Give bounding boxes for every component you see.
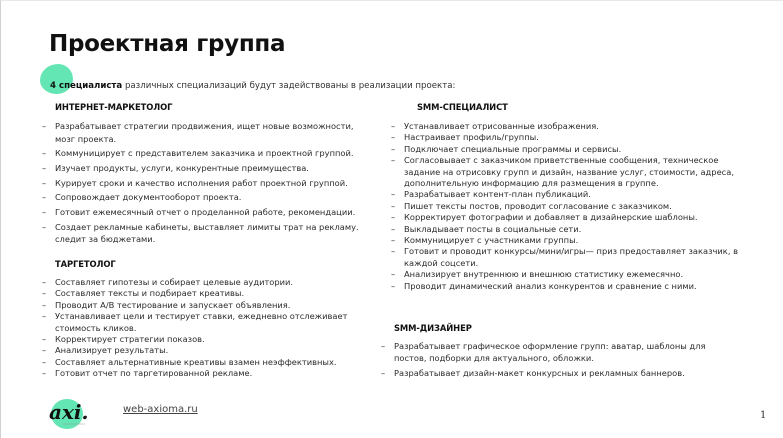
list-item-text: Готовит и проводит конкурсы/мини/игры— приз предоставляет заказчик, в каждой соцсети. (404, 246, 738, 268)
list-item-text: Анализирует внутреннюю и внешнюю статистику ежемесячно. (404, 269, 684, 280)
list-item (42, 221, 367, 246)
bullet-dash: – (42, 299, 47, 310)
list-item (42, 147, 367, 160)
bullet-dash: – (42, 356, 47, 367)
intro-bold: 4 специалиста (50, 81, 123, 91)
list-item (381, 340, 721, 365)
list-item (42, 288, 362, 299)
bullet-dash: – (42, 148, 47, 159)
bullet-dash: – (42, 277, 47, 287)
list-item (391, 235, 751, 246)
list-item (42, 345, 362, 356)
list-item-text: Выкладывает посты в социальные сети. (404, 223, 582, 234)
list-item-text: Устанавливает цели и тестирует ставки, ежедневно отслеживает стоимость кликов. (55, 311, 348, 333)
bullet-dash: – (391, 212, 396, 223)
bullet-dash: – (391, 143, 396, 154)
section-title-smm-designer: SMM-ДИЗАЙНЕР (394, 323, 472, 333)
bullet-dash: – (391, 121, 396, 131)
list-item-text: Коммуницирует с участниками группы. (404, 235, 579, 246)
page-title: Проектная группа (49, 31, 286, 57)
axioma-logo-icon (47, 394, 99, 430)
list-item-text: Составляет гипотезы и собирает целевые аудитории. (55, 277, 294, 287)
list-item-text: Разрабатывает стратегии продвижения, ищет новые возможности, мозг проекта. (55, 121, 354, 144)
section-title-internet-marketer: ИНТЕРНЕТ-МАРКЕТОЛОГ (55, 102, 173, 112)
intro-rest: различных специализаций будут задействованы в реализации проекта: (122, 81, 456, 91)
bullet-dash: – (42, 121, 47, 131)
list-item-text: Разрабатывает контент-план публикаций. (404, 189, 591, 200)
list-item (391, 155, 751, 189)
list-item (42, 277, 362, 288)
list-item (391, 144, 751, 155)
list-item (391, 224, 751, 235)
bullet-dash: – (391, 235, 396, 246)
bullet-dash: – (42, 192, 47, 203)
list-item-text: Составляет альтернативные креативы взамен неэффективных. (55, 356, 337, 367)
smm-specialist-list (391, 121, 751, 292)
list-item (42, 191, 367, 204)
targetologist-list (42, 277, 362, 380)
list-item-text: Настраивает профиль/группы. (404, 132, 539, 143)
list-item (42, 368, 362, 379)
internet-marketer-list (42, 120, 367, 248)
bullet-dash: – (391, 200, 396, 211)
bullet-dash: – (391, 280, 396, 291)
section-title-smm-specialist: SMM-СПЕЦИАЛИСТ (417, 102, 508, 112)
list-item-text: Готовит отчет по таргетированной рекламе. (55, 368, 253, 379)
list-item-text: Составляет тексты и подбирает креативы. (55, 288, 245, 299)
list-item (391, 246, 751, 269)
list-item (42, 300, 362, 311)
list-item-text: Курирует сроки и качество исполнения работ проектной группой. (55, 177, 348, 188)
list-item-text: Готовит ежемесячный отчет о проделанной работе, рекомендации. (55, 207, 356, 218)
bullet-dash: – (42, 311, 47, 322)
list-item-text: Корректирует фотографии и добавляет в дизайнерские шаблоны. (404, 212, 698, 223)
section-title-targetologist: ТАРГЕТОЛОГ (55, 259, 116, 269)
bullet-dash: – (42, 288, 47, 299)
list-item (42, 120, 367, 145)
list-item-text: Анализирует результаты. (55, 345, 169, 356)
bullet-dash: – (391, 223, 396, 234)
bullet-dash: – (391, 246, 396, 257)
list-item-text: Создает рекламные кабинеты, выставляет лимиты трат на рекламу. следит за бюджетами. (55, 221, 359, 245)
bullet-dash: – (391, 155, 396, 166)
bullet-dash: – (42, 334, 47, 345)
list-item (381, 367, 721, 379)
list-item-text: Устанавливает отрисованные изображения. (404, 121, 599, 131)
bullet-dash: – (381, 368, 386, 379)
list-item (42, 357, 362, 368)
list-item (391, 189, 751, 200)
list-item (391, 269, 751, 280)
bullet-dash: – (381, 341, 386, 351)
list-item-text: Разрабатывает дизайн-макет конкурсных и рекламных баннеров. (394, 368, 685, 379)
bullet-dash: – (42, 345, 47, 356)
svg-text:axi.: axi. (49, 400, 89, 424)
intro-text (50, 81, 455, 91)
list-item-text: Сопровождает документооборот проекта. (55, 192, 242, 203)
site-link[interactable]: web-axioma.ru (123, 404, 198, 415)
list-item-text: Проводит динамический анализ конкурентов и сравнение с ними. (404, 280, 697, 291)
page-number: 1 (760, 410, 767, 421)
list-item (391, 121, 751, 132)
list-item-text: Подключает специальные программы и сервисы. (404, 143, 622, 154)
smm-designer-list (381, 340, 721, 382)
list-item-text: Разрабатывает графическое оформление групп: аватар, шаблоны для постов, подборки для актуального, обложки. (394, 341, 706, 364)
bullet-dash: – (42, 177, 47, 188)
bullet-dash: – (42, 221, 47, 232)
bullet-dash: – (42, 162, 47, 173)
bullet-dash: – (42, 368, 47, 379)
list-item-text: Корректирует стратегии показов. (55, 334, 205, 345)
list-item (391, 212, 751, 223)
list-item (42, 162, 367, 175)
list-item (42, 311, 362, 334)
list-item (391, 281, 751, 292)
list-item (42, 206, 367, 219)
list-item-text: Изучает продукты, услуги, конкурентные преимущества. (55, 162, 309, 173)
bullet-dash: – (391, 269, 396, 280)
bullet-dash: – (391, 189, 396, 200)
list-item-text: Коммуницирует с представителем заказчика и проектной группой. (55, 148, 354, 159)
list-item (391, 201, 751, 212)
list-item-text: Согласовывает с заказчиком приветственные сообщения, техническое задание на отрисовку групп и дизайн, название услуг, стоимости, адреса, дополнительную информацию для размещения в группе. (404, 155, 734, 189)
list-item-text: Проводит A/B тестирование и запускает объявления. (55, 299, 291, 310)
list-item-text: Пишет тексты постов, проводит согласование с заказчиком. (404, 200, 672, 211)
bullet-dash: – (42, 207, 47, 218)
list-item (42, 177, 367, 190)
list-item (391, 132, 751, 143)
list-item (42, 334, 362, 345)
bullet-dash: – (391, 132, 396, 143)
